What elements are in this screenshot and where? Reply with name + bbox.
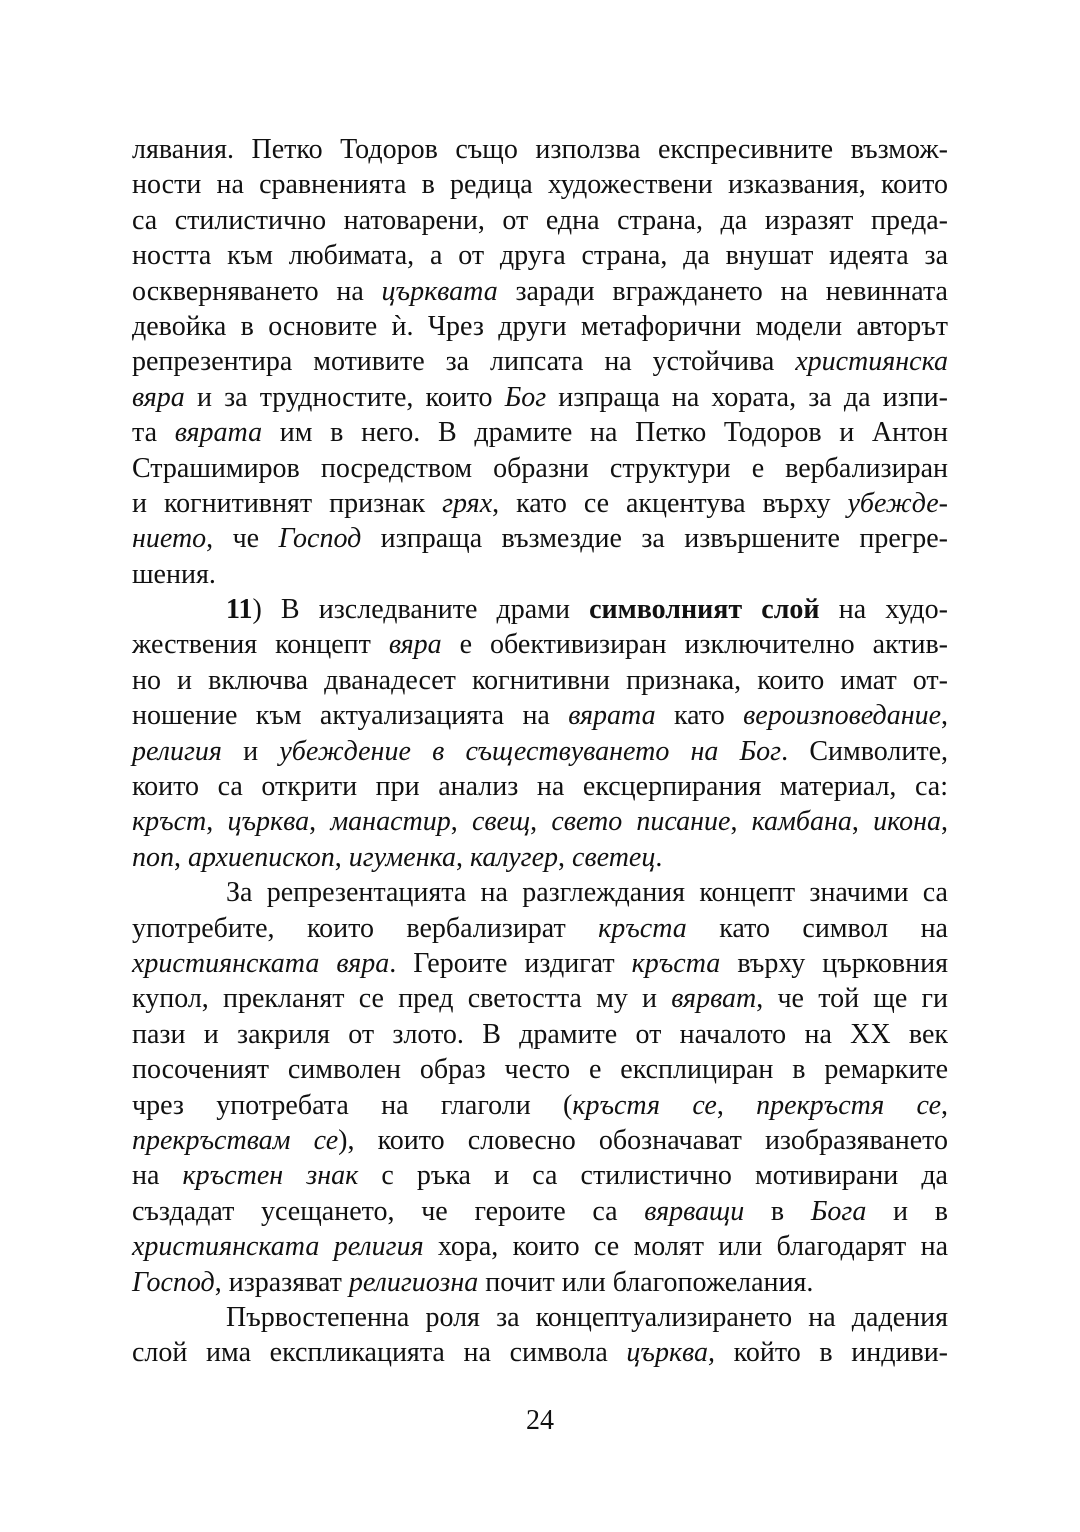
text-run: ), които словесно обозначават изобразяването bbox=[338, 1124, 948, 1156]
text-run: , bbox=[716, 1089, 757, 1121]
text-run: , bbox=[334, 841, 349, 873]
paragraph-4 bbox=[132, 1300, 948, 1371]
italic-term: църква bbox=[227, 806, 310, 838]
text-line bbox=[132, 1088, 948, 1123]
text-run: репрезентира мотивите за липсата на устойчива bbox=[132, 346, 796, 378]
text-run: и за трудностите, които bbox=[184, 381, 505, 413]
text-run: и bbox=[221, 735, 280, 767]
text-run: които са открити при анализ на ексцерпирания материал, са: bbox=[132, 771, 948, 803]
italic-term: кръстя се bbox=[572, 1089, 717, 1121]
text-run: но и включва дванадесет когнитивни признака, които имат от- bbox=[132, 664, 948, 696]
italic-term: игуменка bbox=[348, 841, 457, 873]
text-run: , bbox=[730, 806, 752, 838]
text-run: пази и закриля от злото. В драмите от началото на ХХ век bbox=[132, 1018, 948, 1050]
text-run: Първостепенна роля за концептуализирането на дадения bbox=[226, 1301, 948, 1333]
text-line bbox=[132, 981, 948, 1016]
text-run: хора, които се молят или благодарят на bbox=[423, 1231, 948, 1263]
text-run: ността към любимата, а от друга страна, да внушат идеята за bbox=[132, 240, 948, 272]
italic-term: светец bbox=[572, 841, 656, 873]
text-run: , bbox=[941, 806, 949, 838]
text-line bbox=[132, 521, 948, 556]
text-run: , bbox=[558, 841, 573, 873]
italic-term: Бог bbox=[504, 381, 547, 413]
italic-term: поп bbox=[132, 841, 174, 873]
italic-term: религиозна bbox=[348, 1266, 479, 1298]
italic-term: Господ bbox=[132, 1266, 215, 1298]
text-run: върху църковния bbox=[720, 947, 948, 979]
italic-term: вярата bbox=[174, 417, 263, 449]
italic-term: вярата bbox=[568, 700, 656, 732]
italic-term: кръста bbox=[598, 912, 687, 944]
italic-term: свето писание bbox=[551, 806, 731, 838]
text-line bbox=[132, 1158, 948, 1193]
text-run: изпраща на хората, за да изпи- bbox=[546, 381, 948, 413]
text-run: девойка в основите ѝ. Чрез други метафорични модели авторът bbox=[132, 310, 948, 342]
text-run: , че bbox=[206, 523, 279, 555]
paragraph-1 bbox=[132, 132, 948, 592]
italic-term: Бога bbox=[810, 1195, 867, 1227]
italic-term: свещ bbox=[471, 806, 531, 838]
text-run: За репрезентацията на разглеждания концепт значими са bbox=[226, 877, 948, 909]
text-run: , bbox=[851, 806, 874, 838]
text-line bbox=[132, 875, 948, 910]
text-run: и в bbox=[866, 1195, 948, 1227]
text-line bbox=[132, 1194, 948, 1229]
text-line bbox=[132, 804, 948, 839]
text-run: шения. bbox=[132, 558, 216, 590]
text-run: ) В изследваните драми bbox=[252, 594, 590, 626]
text-run: на bbox=[132, 1160, 183, 1192]
text-line bbox=[132, 911, 948, 946]
text-line bbox=[132, 663, 948, 698]
italic-term: християнската вяра bbox=[132, 947, 390, 979]
text-run: ности на сравненията в редица художествени изказвания, които bbox=[132, 169, 948, 201]
italic-term: кръст bbox=[132, 806, 207, 838]
text-line bbox=[132, 486, 948, 521]
italic-term: вярващи bbox=[644, 1195, 745, 1227]
text-line bbox=[132, 1052, 948, 1087]
text-run: . bbox=[655, 841, 663, 873]
italic-term: християнска bbox=[795, 346, 948, 378]
text-line bbox=[132, 769, 948, 804]
text-line bbox=[132, 380, 948, 415]
text-line bbox=[132, 698, 948, 733]
text-line bbox=[132, 734, 948, 769]
paragraph-2 bbox=[132, 592, 948, 875]
text-line bbox=[132, 1335, 948, 1370]
text-run: Страшимиров посредством образни структури е вербализиран bbox=[132, 452, 948, 484]
text-run: като bbox=[655, 700, 744, 732]
text-run: , bbox=[206, 806, 228, 838]
text-line bbox=[132, 1017, 948, 1052]
text-run: , bbox=[456, 841, 471, 873]
text-line bbox=[132, 1229, 948, 1264]
italic-term: манастир bbox=[330, 806, 451, 838]
page-number: 24 bbox=[526, 1405, 554, 1436]
italic-term: убежде- bbox=[847, 487, 948, 519]
text-run: който в индиви- bbox=[715, 1337, 948, 1369]
bold-text: символният слой bbox=[589, 594, 820, 626]
text-run: . Героите издигат bbox=[389, 947, 632, 979]
text-line bbox=[132, 167, 948, 202]
text-line bbox=[132, 1300, 948, 1335]
text-run: , че той ще ги bbox=[756, 983, 948, 1015]
text-line bbox=[132, 557, 948, 592]
text-run: , bbox=[174, 841, 188, 873]
text-run: изпраща възмездие за извършените прегре- bbox=[361, 523, 948, 555]
bold-text: 11 bbox=[226, 594, 253, 626]
text-run: заради вграждането на невинната bbox=[497, 275, 948, 307]
text-line bbox=[132, 203, 948, 238]
italic-term: камбана bbox=[751, 806, 852, 838]
text-run: купол, прекланят се пред светостта му и bbox=[132, 983, 672, 1015]
text-run: та bbox=[132, 417, 175, 449]
text-line bbox=[132, 1123, 948, 1158]
text-run: , bbox=[309, 806, 331, 838]
text-run: са стилистично натоварени, от една страна, да изразят преда- bbox=[132, 204, 948, 236]
text-run: , като се акцентува върху bbox=[492, 487, 848, 519]
italic-term: грях bbox=[442, 487, 493, 519]
italic-term: убеждение в съществуването на Бог bbox=[279, 735, 782, 767]
text-run: почит или благопожелания. bbox=[478, 1266, 814, 1298]
text-run: чрез употребата на глаголи ( bbox=[132, 1089, 573, 1121]
paragraph-3 bbox=[132, 875, 948, 1300]
text-run: , bbox=[530, 806, 552, 838]
text-run: жествения концепт bbox=[132, 629, 389, 661]
italic-term: кръста bbox=[631, 947, 721, 979]
text-run: като символ на bbox=[686, 912, 948, 944]
italic-term: архиепископ bbox=[188, 841, 335, 873]
text-run: създадат усещането, че героите са bbox=[132, 1195, 645, 1227]
text-run: ношение към актуализацията на bbox=[132, 700, 569, 732]
text-run: им в него. В драмите на Петко Тодоров и Антон bbox=[262, 417, 948, 449]
text-line bbox=[132, 344, 948, 379]
italic-term: вероизповедание bbox=[743, 700, 942, 732]
text-line bbox=[132, 415, 948, 450]
text-line bbox=[132, 627, 948, 662]
text-line bbox=[132, 132, 948, 167]
text-line bbox=[132, 238, 948, 273]
page-body bbox=[132, 132, 948, 1371]
text-line bbox=[132, 1265, 948, 1300]
italic-term: вяра bbox=[388, 629, 442, 661]
text-run: , bbox=[941, 1089, 949, 1121]
text-run: слой има експликацията на символа bbox=[132, 1337, 627, 1369]
text-run: , bbox=[450, 806, 472, 838]
text-line bbox=[132, 309, 948, 344]
text-run: в bbox=[744, 1195, 811, 1227]
text-run: и когнитивнят признак bbox=[132, 487, 443, 519]
italic-term: нието bbox=[132, 523, 207, 555]
text-run: , изразяват bbox=[214, 1266, 349, 1298]
text-line bbox=[132, 274, 948, 309]
italic-term: прекръстя се bbox=[756, 1089, 942, 1121]
italic-term: икона bbox=[873, 806, 942, 838]
text-line bbox=[132, 592, 948, 627]
text-run: е обективизиран изключително актив- bbox=[441, 629, 949, 661]
text-run: употребите, които вербализират bbox=[132, 912, 599, 944]
italic-term: вярват bbox=[671, 983, 757, 1015]
italic-term: вяра bbox=[132, 381, 185, 413]
italic-term: кръстен знак bbox=[182, 1160, 359, 1192]
italic-term: религия bbox=[132, 735, 222, 767]
text-run: на худо- bbox=[819, 594, 948, 626]
text-line bbox=[132, 840, 948, 875]
text-run: , bbox=[941, 700, 949, 732]
italic-term: християнската религия bbox=[132, 1231, 424, 1263]
text-run: . Символите, bbox=[781, 735, 948, 767]
italic-term: Господ bbox=[278, 523, 362, 555]
text-line bbox=[132, 451, 948, 486]
text-run: с ръка и са стилистично мотивирани да bbox=[358, 1160, 948, 1192]
italic-term: църква, bbox=[626, 1337, 716, 1369]
italic-term: църквата bbox=[381, 275, 498, 307]
italic-term: калугер bbox=[470, 841, 559, 873]
text-run: посоченият символен образ често е експлициран в ремарките bbox=[132, 1054, 948, 1086]
text-line bbox=[132, 946, 948, 981]
italic-term: прекръствам се bbox=[132, 1124, 339, 1156]
text-run: лявания. Петко Тодоров също използва експресивните възмож- bbox=[132, 134, 948, 165]
text-run: оскверняването на bbox=[132, 275, 382, 307]
